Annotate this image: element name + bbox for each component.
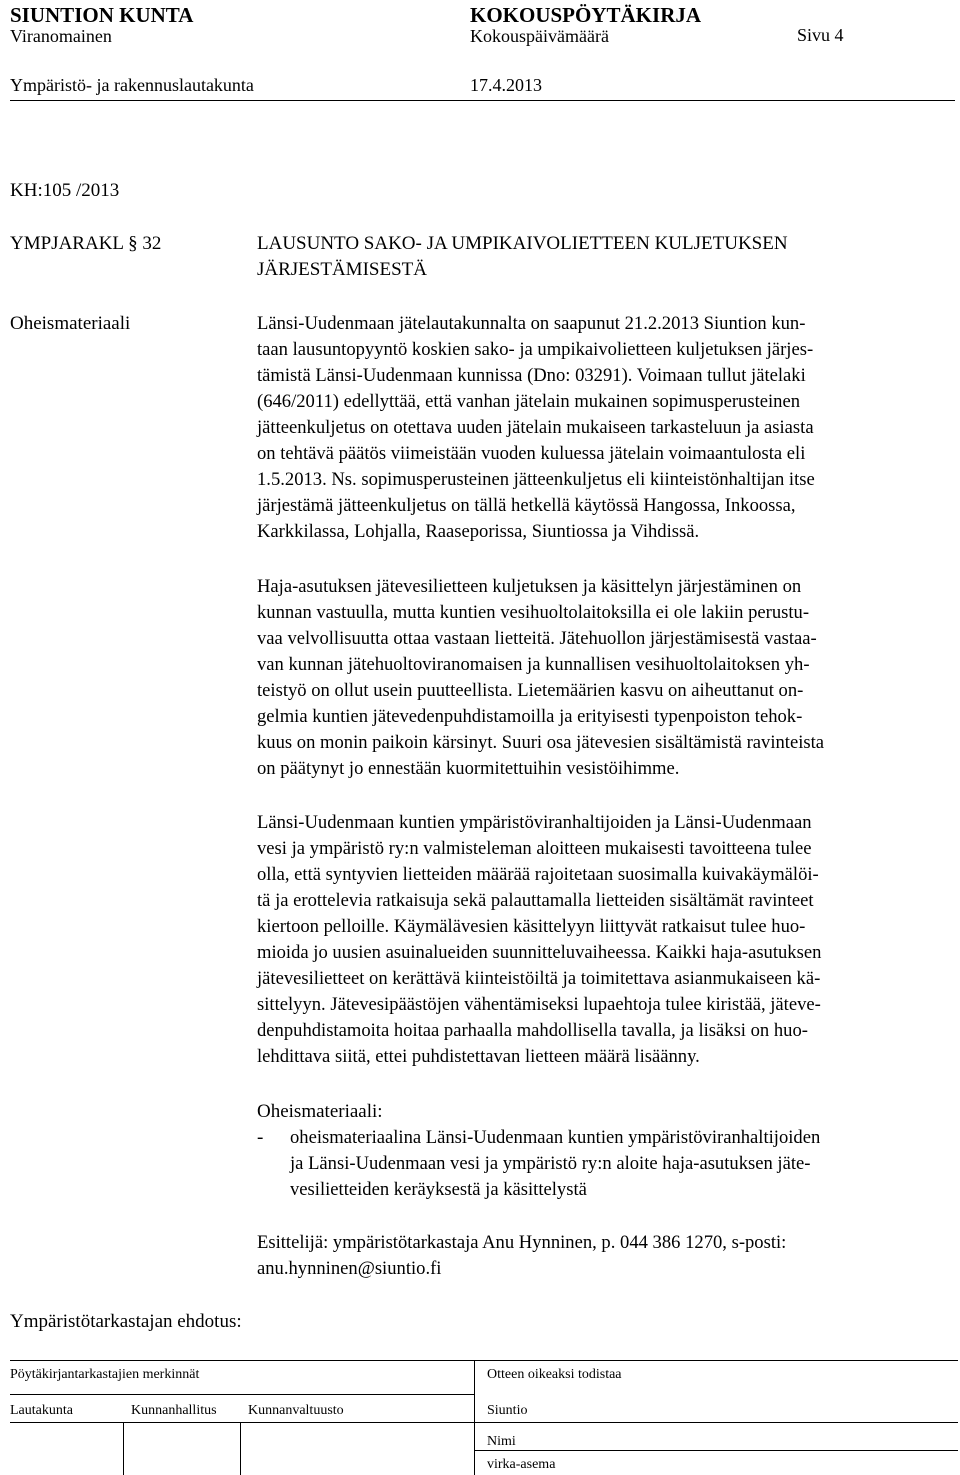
paragraph-line: mioida jo uusien asuinalueiden suunnitteluvaiheessa. Kaikki haja-asutuksen <box>257 942 822 963</box>
footer-top-border <box>10 1360 958 1361</box>
footer-name-row-border <box>474 1450 958 1451</box>
footer-minutes-checkers: Pöytäkirjantarkastajien merkinnät <box>10 1367 200 1382</box>
kh-reference: KH:105 /2013 <box>10 180 120 201</box>
authority-label: Viranomainen <box>10 26 112 46</box>
paragraph-1 <box>257 311 957 545</box>
footer-label-row-border <box>10 1422 474 1423</box>
paragraph-line: on tehtävä päätös viimeistään vuoden kuluessa jätelain voimaantulosta eli <box>257 443 806 464</box>
footer-municipal-council: Kunnanvaltuusto <box>248 1403 344 1418</box>
footer-municipal-board: Kunnanhallitus <box>131 1403 217 1418</box>
footer-title: virka-asema <box>487 1457 556 1472</box>
paragraph-line: 1.5.2013. Ns. sopimusperusteinen jätteenkuljetus eli kiinteistönhaltijan itse <box>257 469 815 490</box>
presenter-info <box>257 1230 957 1282</box>
paragraph-2 <box>257 574 957 782</box>
footer-board: Lautakunta <box>10 1403 73 1418</box>
proposal-label: Ympäristötarkastajan ehdotus: <box>10 1311 242 1332</box>
section-reference: YMPJARAKL § 32 <box>10 233 162 254</box>
paragraph-3 <box>257 810 957 1070</box>
paragraph-line: sittelyyn. Jätevesipäästöjen vähentämiseksi lupaehtoja tulee kiristää, jäteve- <box>257 994 821 1015</box>
paragraph-line: denpuhdistamoita hoitaa parhaalla mahdollisella tavalla, ja lisäksi on huo- <box>257 1020 808 1041</box>
attachment-dash: - <box>257 1127 264 1148</box>
footer-name: Nimi <box>487 1434 516 1449</box>
footer-checkers-underline <box>10 1394 474 1395</box>
paragraph-line: on päätynyt jo ennestään kuormitettuihin vesistöihimme. <box>257 758 680 779</box>
paragraph-line: kunnan vastuulla, mutta kuntien vesihuoltolaitoksilla ei ole lakiin perustu- <box>257 602 810 623</box>
municipality-name: SIUNTION KUNTA <box>10 3 194 27</box>
paragraph-line: olla, että syntyvien lietteiden määrää rajoitetaan suosimalla kuivakäymälöi- <box>257 864 819 885</box>
presenter-line: Esittelijä: ympäristötarkastaja Anu Hynninen, p. 044 386 1270, s-posti: <box>257 1232 787 1253</box>
paragraph-line: vaa velvollisuutta ottaa vastaan lietteitä. Jätehuollon järjestämisestä vastaa- <box>257 628 817 649</box>
paragraph-line: van kunnan jätehuoltoviranomaisen ja kunnallisen vesihuoltolaitoksen yh- <box>257 654 810 675</box>
paragraph-line: teistyö on ollut usein puutteellista. Lietemäärien kasvu on aiheuttanut on- <box>257 680 804 701</box>
meeting-date-label: Kokouspäivämäärä <box>470 26 609 46</box>
paragraph-line: tä ja erottelevia ratkaisuja sekä palauttamalla lietteiden sisältämät ravinteet <box>257 890 814 911</box>
attachment-line: vesilietteiden keräyksestä ja käsittelystä <box>290 1179 587 1200</box>
footer-true-copy: Otteen oikeaksi todistaa <box>487 1367 622 1382</box>
page-number: Sivu 4 <box>797 25 844 45</box>
case-title-line-1: LAUSUNTO SAKO- JA UMPIKAIVOLIETTEEN KULJETUKSEN <box>257 233 788 254</box>
presenter-email: anu.hynninen@siuntio.fi <box>257 1258 442 1279</box>
attachment-line: ja Länsi-Uudenmaan vesi ja ympäristö ry:n aloite haja-asutuksen jäte- <box>290 1153 811 1174</box>
document-type: KOKOUSPÖYTÄKIRJA <box>470 3 702 27</box>
paragraph-line: Länsi-Uudenmaan kuntien ympäristöviranhaltijoiden ja Länsi-Uudenmaan <box>257 812 812 833</box>
paragraph-line: järjestämä jätteenkuljetus on tällä hetkellä käytössä Hangossa, Inkoossa, <box>257 495 796 516</box>
paragraph-line: gelmia kuntien jätevedenpuhdistamoilla ja erityisesti typenpoiston tehok- <box>257 706 803 727</box>
attachment-line: oheismateriaalina Länsi-Uudenmaan kuntien ympäristöviranhaltijoiden <box>290 1127 821 1148</box>
footer-center-divider <box>474 1360 475 1475</box>
header-divider <box>10 100 955 101</box>
footer-municipality: Siuntio <box>487 1403 528 1418</box>
footer-right-row-border <box>474 1422 958 1423</box>
footer-col-divider-2 <box>240 1422 241 1475</box>
paragraph-line: kiertoon pelloille. Käymälävesien käsittelyyn liittyvät ratkaisut tulee huo- <box>257 916 806 937</box>
paragraph-line: tämistä Länsi-Uudenmaan kunnissa (Dno: 03291). Voimaan tullut jätelaki <box>257 365 806 386</box>
attachment-item <box>290 1125 950 1203</box>
authority-name: Ympäristö- ja rakennuslautakunta <box>10 75 254 95</box>
paragraph-line: Karkkilassa, Lohjalla, Raaseporissa, Siuntiossa ja Vihdissä. <box>257 521 700 542</box>
paragraph-line: (646/2011) edellyttää, että vanhan jätelain mukainen sopimusperusteinen <box>257 391 801 412</box>
attachments-heading: Oheismateriaali: <box>257 1101 383 1122</box>
paragraph-line: jätevesilietteet on kerättävä kiinteistöiltä ja toimitettava asianmukaiseen kä- <box>257 968 821 989</box>
case-title-line-2: JÄRJESTÄMISESTÄ <box>257 259 427 280</box>
footer-col-divider-1 <box>123 1422 124 1475</box>
meeting-date: 17.4.2013 <box>470 75 542 95</box>
paragraph-line: kuus on monin paikoin kärsinyt. Suuri osa jätevesien sisältämistä ravinteista <box>257 732 825 753</box>
attachment-label: Oheismateriaali <box>10 313 131 334</box>
paragraph-line: jätteenkuljetus on otettava uuden jätelain mukaiseen tarkasteluun ja asiasta <box>257 417 814 438</box>
paragraph-line: Länsi-Uudenmaan jätelautakunnalta on saapunut 21.2.2013 Siuntion kun- <box>257 313 806 334</box>
paragraph-line: vesi ja ympäristö ry:n valmisteleman aloitteen mukaisesti tavoitteena tulee <box>257 838 812 859</box>
paragraph-line: taan lausuntopyyntö koskien sako- ja umpikaivolietteen kuljetuksen järjes- <box>257 339 814 360</box>
paragraph-line: Haja-asutuksen jätevesilietteen kuljetuksen ja käsittelyn järjestäminen on <box>257 576 802 597</box>
paragraph-line: lehdittava siitä, ettei puhdistettavan lietteen määrä lisäänny. <box>257 1046 700 1067</box>
